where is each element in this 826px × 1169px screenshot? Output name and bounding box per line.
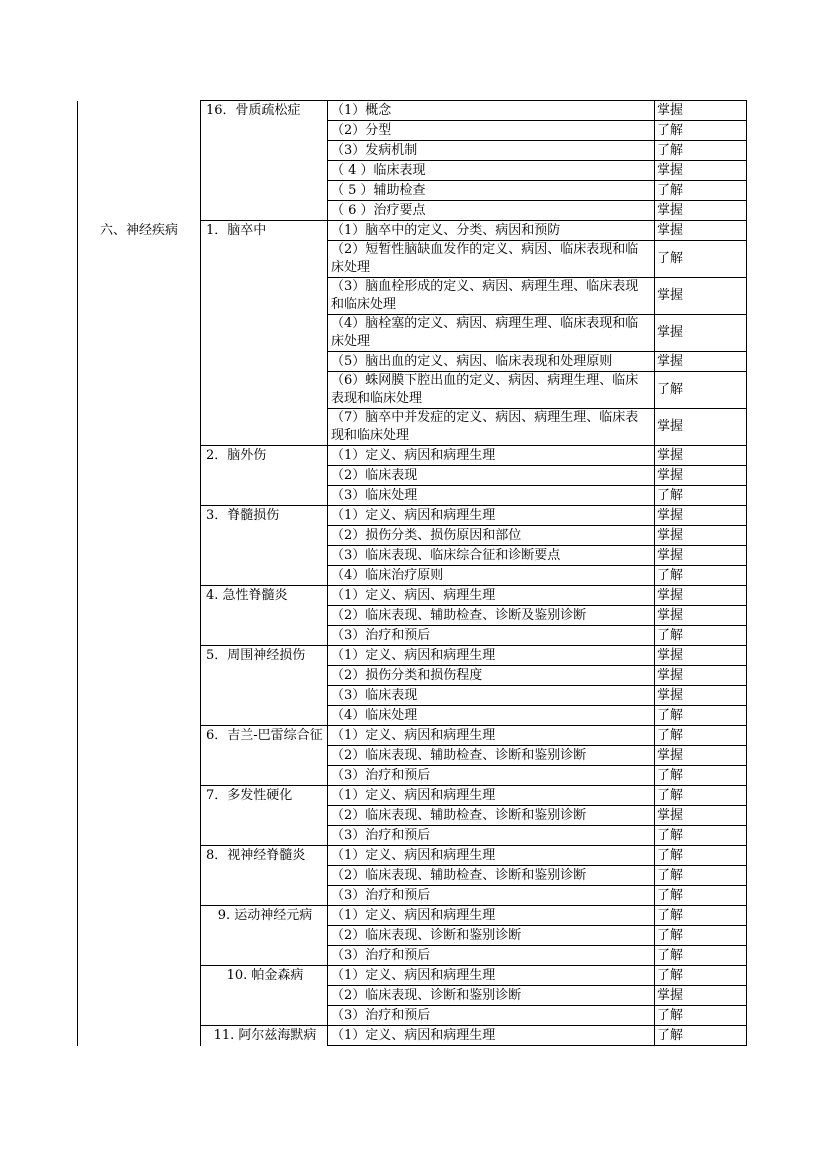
content-cell: （3）治疗和预后 [328,1006,655,1026]
level-cell: 掌握 [655,161,747,181]
level-cell: 掌握 [655,352,747,372]
level-cell: 了解 [655,786,747,806]
content-cell: （3）脑血栓形成的定义、病因、病理生理、临床表现和临床处理 [328,278,655,315]
topic-name-cell: 3．脊髓损伤 [201,506,328,586]
syllabus-table-body [78,101,747,1046]
level-cell: 掌握 [655,101,747,121]
topic-name-cell: 7．多发性硬化 [201,786,328,846]
level-cell: 了解 [655,706,747,726]
content-cell: （3）治疗和预后 [328,946,655,966]
content-cell: （1）概念 [328,101,655,121]
content-cell: （4）临床治疗原则 [328,566,655,586]
topic-name-cell: 6．吉兰-巴雷综合征 [201,726,328,786]
level-cell: 掌握 [655,315,747,352]
topic-name-cell: 11. 阿尔兹海默病 [201,1026,328,1046]
content-cell: （1）定义、病因和病理生理 [328,726,655,746]
level-cell: 了解 [655,566,747,586]
content-cell: （2）分型 [328,121,655,141]
content-cell: （3）临床表现、临床综合征和诊断要点 [328,546,655,566]
level-cell: 掌握 [655,746,747,766]
content-cell: （4）临床处理 [328,706,655,726]
level-cell: 掌握 [655,806,747,826]
level-cell: 了解 [655,946,747,966]
content-cell: （ 4 ）临床表现 [328,161,655,181]
content-cell: （2）短暂性脑缺血发作的定义、病因、临床表现和临床处理 [328,241,655,278]
level-cell: 了解 [655,966,747,986]
content-cell: （1）定义、病因和病理生理 [328,1026,655,1046]
content-cell: （1）定义、病因和病理生理 [328,966,655,986]
content-cell: （3）治疗和预后 [328,886,655,906]
content-cell: （1）定义、病因和病理生理 [328,446,655,466]
level-cell: 掌握 [655,278,747,315]
level-cell: 了解 [655,1006,747,1026]
content-cell: （2）临床表现 [328,466,655,486]
level-cell: 了解 [655,141,747,161]
level-cell: 掌握 [655,586,747,606]
section-name-cell: 六、神经疾病 [78,221,201,1046]
level-cell: 掌握 [655,606,747,626]
level-cell: 了解 [655,866,747,886]
topic-name-cell: 1．脑卒中 [201,221,328,446]
content-cell: （2）临床表现、辅助检查、诊断和鉴别诊断 [328,806,655,826]
level-cell: 掌握 [655,221,747,241]
topic-name-cell: 5．周围神经损伤 [201,646,328,726]
level-cell: 掌握 [655,646,747,666]
content-cell: （3）临床表现 [328,686,655,706]
topic-name-cell: 9. 运动神经元病 [201,906,328,966]
level-cell: 了解 [655,766,747,786]
content-cell: （4）脑栓塞的定义、病因、病理生理、临床表现和临床处理 [328,315,655,352]
level-cell: 了解 [655,846,747,866]
level-cell: 掌握 [655,526,747,546]
content-cell: （ 6 ）治疗要点 [328,201,655,221]
content-cell: （6）蛛网膜下腔出血的定义、病因、病理生理、临床表现和临床处理 [328,372,655,409]
level-cell: 了解 [655,121,747,141]
content-cell: （1）定义、病因和病理生理 [328,786,655,806]
level-cell: 掌握 [655,546,747,566]
content-cell: （2）临床表现、辅助检查、诊断和鉴别诊断 [328,866,655,886]
level-cell: 掌握 [655,446,747,466]
content-cell: （7）脑卒中并发症的定义、病因、病理生理、临床表现和临床处理 [328,409,655,446]
content-cell: （1）定义、病因和病理生理 [328,646,655,666]
level-cell: 了解 [655,826,747,846]
content-cell: （2）损伤分类、损伤原因和部位 [328,526,655,546]
level-cell: 了解 [655,926,747,946]
content-cell: （3）临床处理 [328,486,655,506]
content-cell: （1）定义、病因、病理生理 [328,586,655,606]
content-cell: （2）临床表现、诊断和鉴别诊断 [328,926,655,946]
content-cell: （1）定义、病因和病理生理 [328,506,655,526]
level-cell: 掌握 [655,466,747,486]
level-cell: 掌握 [655,686,747,706]
level-cell: 了解 [655,372,747,409]
topic-name-cell: 10. 帕金森病 [201,966,328,1026]
table-row [78,221,747,241]
content-cell: （2）临床表现、辅助检查、诊断及鉴别诊断 [328,606,655,626]
topic-name-cell: 8．视神经脊髓炎 [201,846,328,906]
content-cell: （1）定义、病因和病理生理 [328,846,655,866]
table-row [78,101,747,121]
level-cell: 掌握 [655,986,747,1006]
level-cell: 掌握 [655,666,747,686]
level-cell: 了解 [655,906,747,926]
content-cell: （2）临床表现、辅助检查、诊断和鉴别诊断 [328,746,655,766]
level-cell: 了解 [655,1026,747,1046]
level-cell: 掌握 [655,506,747,526]
topic-name-cell: 4. 急性脊髓炎 [201,586,328,646]
level-cell: 了解 [655,241,747,278]
content-cell: （ 5 ）辅助检查 [328,181,655,201]
content-cell: （3）发病机制 [328,141,655,161]
section-name-cell [78,101,201,221]
level-cell: 了解 [655,486,747,506]
level-cell: 掌握 [655,201,747,221]
content-cell: （5）脑出血的定义、病因、临床表现和处理原则 [328,352,655,372]
level-cell: 掌握 [655,409,747,446]
content-cell: （3）治疗和预后 [328,826,655,846]
content-cell: （1）定义、病因和病理生理 [328,906,655,926]
content-cell: （1）脑卒中的定义、分类、病因和预防 [328,221,655,241]
topic-name-cell: 2．脑外伤 [201,446,328,506]
level-cell: 了解 [655,181,747,201]
content-cell: （3）治疗和预后 [328,626,655,646]
content-cell: （3）治疗和预后 [328,766,655,786]
level-cell: 了解 [655,886,747,906]
level-cell: 了解 [655,726,747,746]
content-cell: （2）临床表现、诊断和鉴别诊断 [328,986,655,1006]
topic-name-cell: 16．骨质疏松症 [201,101,328,221]
level-cell: 了解 [655,626,747,646]
content-cell: （2）损伤分类和损伤程度 [328,666,655,686]
syllabus-table [77,100,747,1046]
